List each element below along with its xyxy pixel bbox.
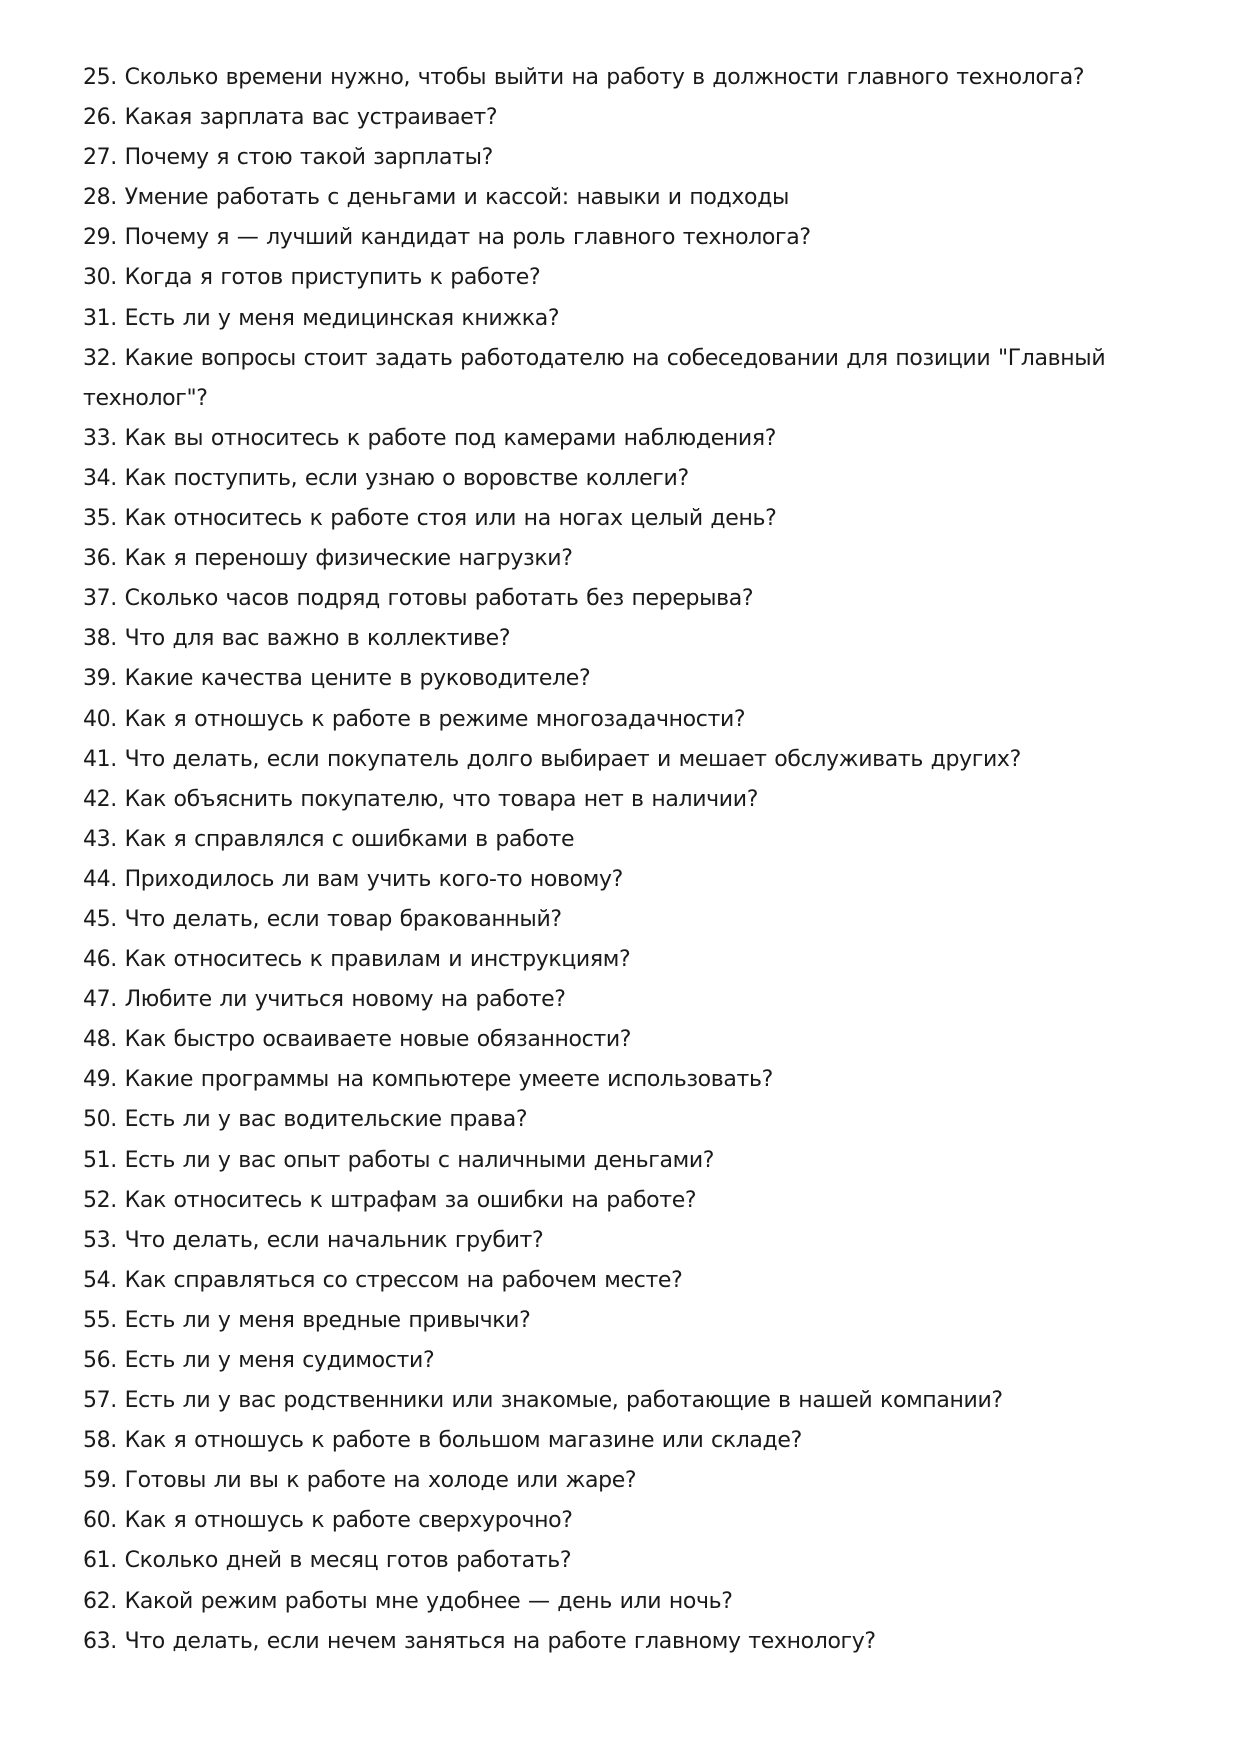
question-item: 54. Как справляться со стрессом на рабочем месте? [83,1267,683,1293]
question-item: 41. Что делать, если покупатель долго выбирает и мешает обслуживать других? [83,746,1021,772]
question-item: 43. Как я справлялся с ошибками в работе [83,826,575,852]
question-item: 26. Какая зарплата вас устраивает? [83,105,498,131]
question-item: 38. Что для вас важно в коллективе? [83,626,511,652]
question-item: 58. Как я отношусь к работе в большом магазине или складе? [83,1428,802,1454]
question-item: 60. Как я отношусь к работе сверхурочно? [83,1508,573,1534]
question-item: 31. Есть ли у меня медицинская книжка? [83,305,560,331]
question-item: 52. Как относитесь к штрафам за ошибки на работе? [83,1187,697,1213]
question-item: 44. Приходилось ли вам учить кого-то новому? [83,866,623,892]
question-item: 55. Есть ли у меня вредные привычки? [83,1307,531,1333]
question-item: 50. Есть ли у вас водительские права? [83,1107,528,1133]
question-item: 45. Что делать, если товар бракованный? [83,906,562,932]
question-item: 35. Как относитесь к работе стоя или на ногах целый день? [83,506,777,532]
question-item: 28. Умение работать с деньгами и кассой: навыки и подходы [83,185,790,211]
question-item: 29. Почему я — лучший кандидат на роль главного технолога? [83,225,811,251]
question-item: 39. Какие качества цените в руководителе? [83,666,591,692]
question-item: 51. Есть ли у вас опыт работы с наличными деньгами? [83,1147,715,1173]
question-item: 36. Как я переношу физические нагрузки? [83,546,573,572]
question-item: 27. Почему я стою такой зарплаты? [83,145,493,171]
question-item: 48. Как быстро осваиваете новые обязанности? [83,1027,632,1053]
question-item: 46. Как относитесь к правилам и инструкциям? [83,947,631,973]
question-item: 63. Что делать, если нечем заняться на работе главному технологу? [83,1628,876,1654]
question-item: 49. Какие программы на компьютере умеете использовать? [83,1067,773,1093]
question-item: 42. Как объяснить покупателю, что товара нет в наличии? [83,786,759,812]
question-item: 33. Как вы относитесь к работе под камерами наблюдения? [83,425,777,451]
question-item: 62. Какой режим работы мне удобнее — день или ночь? [83,1588,733,1614]
question-item: 56. Есть ли у меня судимости? [83,1348,435,1373]
question-item: 37. Сколько часов подряд готовы работать без перерыва? [83,586,754,612]
question-item: 47. Любите ли учиться новому на работе? [83,987,566,1013]
question-list [83,58,1163,1662]
question-item: 40. Как я отношусь к работе в режиме многозадачности? [83,706,746,732]
question-item: 57. Есть ли у вас родственники или знакомые, работающие в нашей компании? [83,1388,1003,1414]
question-item: 32. Какие вопросы стоит задать работодателю на собеседовании для позиции "Главный технолог"? [83,345,1106,411]
question-item: 61. Сколько дней в месяц готов работать? [83,1548,572,1574]
question-item: 30. Когда я готов приступить к работе? [83,265,541,291]
question-item: 59. Готовы ли вы к работе на холоде или жаре? [83,1468,637,1494]
question-item: 34. Как поступить, если узнаю о воровстве коллеги? [83,465,689,491]
question-item: 25. Сколько времени нужно, чтобы выйти на работу в должности главного технолога? [83,65,1085,90]
question-item: 53. Что делать, если начальник грубит? [83,1227,544,1253]
